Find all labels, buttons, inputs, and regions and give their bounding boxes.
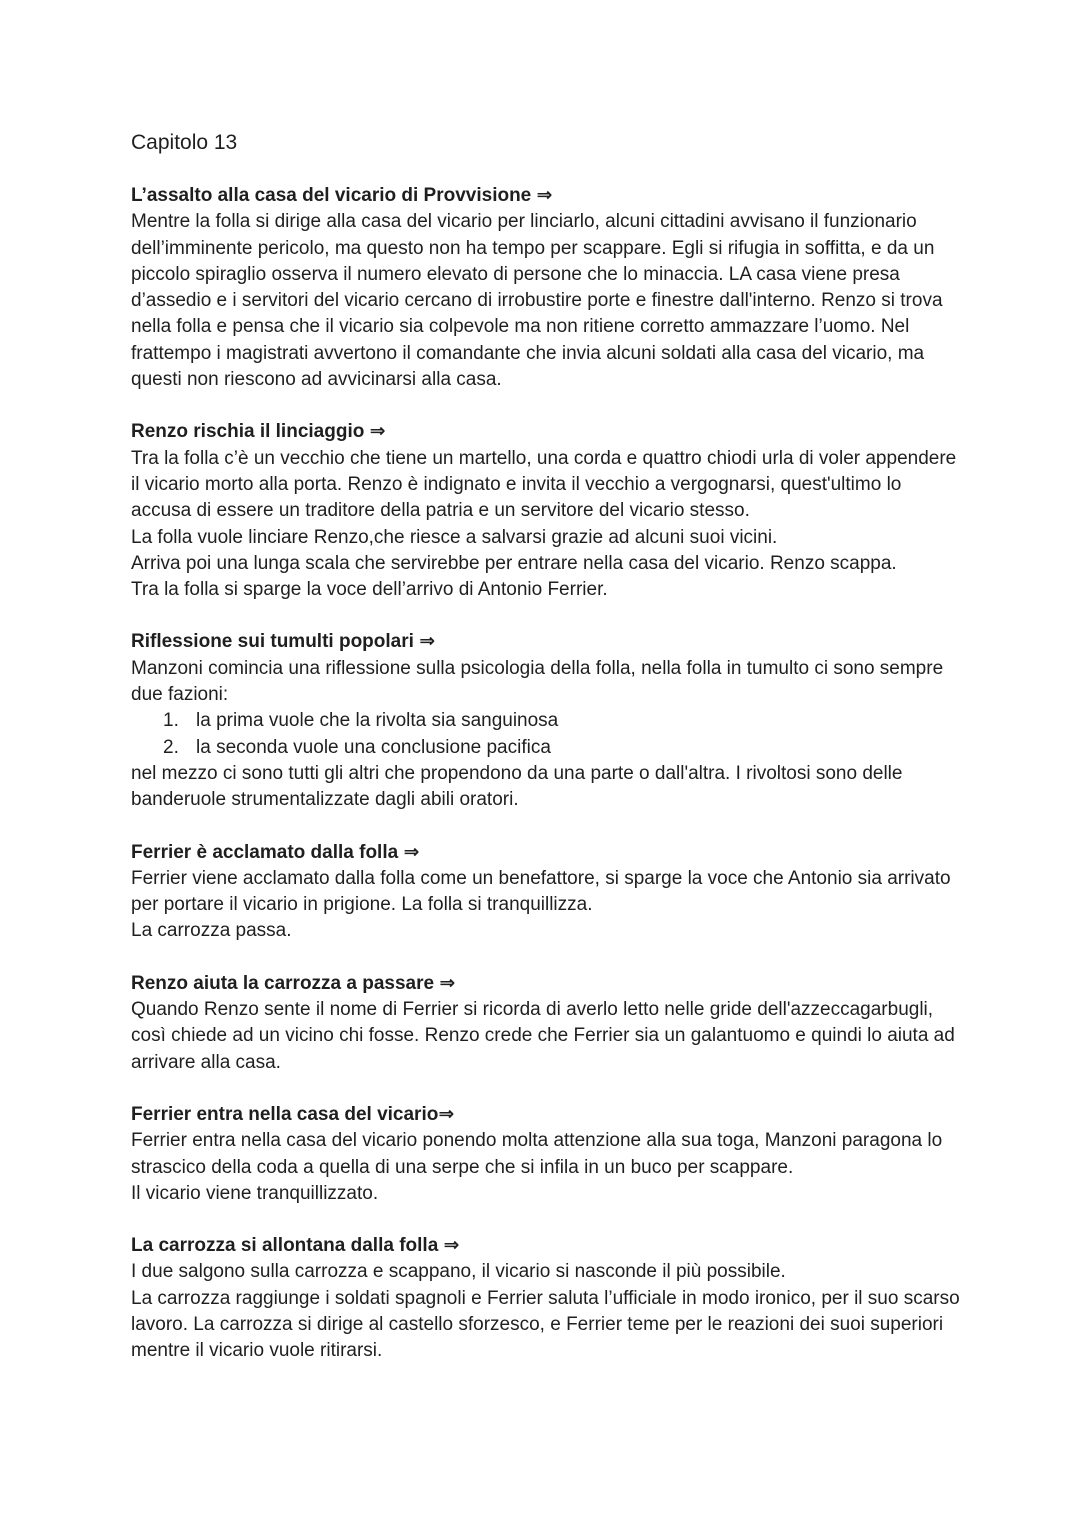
paragraph: Quando Renzo sente il nome di Ferrier si ricorda di averlo letto nelle gride dell'azzeccagarbugli, così chiede ad un vicino chi fosse. Renzo crede che Ferrier sia un galantuomo e quindi lo aiuta ad arrivare alla casa.	[131, 999, 955, 1073]
paragraph: Il vicario viene tranquillizzato.	[131, 1182, 379, 1204]
section-heading: La carrozza si allontana dalla folla ⇒	[131, 1235, 460, 1257]
list-item	[163, 735, 961, 761]
section-heading: Ferrier è acclamato dalla folla ⇒	[131, 841, 420, 863]
list-item-text: la prima vuole che la rivolta sia sanguinosa	[196, 710, 559, 732]
page-title: Capitolo 13	[131, 131, 238, 154]
paragraph: nel mezzo ci sono tutti gli altri che propendono da una parte o dall'altra. I rivoltosi sono delle banderuole strumentalizzate dagli abili oratori.	[131, 762, 903, 811]
numbered-list	[131, 708, 961, 761]
section-carrozza-passare	[131, 971, 961, 1076]
list-number: 2.	[163, 736, 179, 758]
paragraph: Tra la folla c’è un vecchio che tiene un martello, una corda e quattro chiodi urla di voler appendere il vicario morto alla porta. Renzo è indignato e invita il vecchio a vergognarsi, quest'ultimo lo accusa di essere un traditore della patria e un servitore del vicario stesso.	[131, 447, 957, 522]
paragraph: Ferrier viene acclamato dalla folla come un benefattore, si sparge la voce che Antonio sia arrivato per portare il vicario in prigione. La folla si tranquillizza.	[131, 867, 951, 916]
list-item-text: la seconda vuole una conclusione pacifica	[196, 736, 551, 758]
section-ferrier-entra	[131, 1102, 961, 1207]
paragraph: Mentre la folla si dirige alla casa del vicario per linciarlo, alcuni cittadini avvisano il funzionario dell’imminente pericolo, ma questo non ha tempo per scappare. Egli si rifugia in soffitta, e da un piccolo spiraglio osserva il numero elevato di persone che lo minaccia. LA casa viene presa d’assedio e i servitori del vicario cercano di irrobustire porte e finestre dall'interno. Renzo si trova nella folla e pensa che il vicario sia colpevole ma non ritiene corretto ammazzare l’uomo. Nel frattempo i magistrati avvertono il comandante che invia alcuni soldati alla casa del vicario, ma questi non riescono ad avvicinarsi alla casa.	[131, 211, 943, 391]
paragraph: La carrozza raggiunge i soldati spagnoli e Ferrier saluta l’ufficiale in modo ironico, per il suo scarso lavoro. La carrozza si dirige al castello sforzesco, e Ferrier teme per le reazioni dei suoi superiori mentre il vicario vuole ritirarsi.	[131, 1287, 960, 1362]
section-heading: L’assalto alla casa del vicario di Provvisione ⇒	[131, 185, 553, 206]
section-assalto	[131, 183, 961, 393]
section-heading: Renzo aiuta la carrozza a passare ⇒	[131, 972, 456, 994]
list-item	[163, 708, 961, 734]
section-riflessione	[131, 629, 961, 813]
paragraph: Arriva poi una lunga scala che servirebbe per entrare nella casa del vicario. Renzo scappa.	[131, 552, 897, 574]
paragraph: Ferrier entra nella casa del vicario ponendo molta attenzione alla sua toga, Manzoni paragona lo strascico della coda a quella di una serpe che si infila in un buco per scappare.	[131, 1130, 943, 1178]
list-number: 1.	[163, 710, 179, 732]
section-carrozza-allontana	[131, 1233, 961, 1364]
paragraph: Tra la folla si sparge la voce dell’arrivo di Antonio Ferrier.	[131, 579, 608, 601]
paragraph: Manzoni comincia una riflessione sulla psicologia della folla, nella folla in tumulto ci sono sempre due fazioni:	[131, 657, 944, 706]
section-heading: Riflessione sui tumulti popolari ⇒	[131, 631, 436, 653]
section-heading: Ferrier entra nella casa del vicario⇒	[131, 1103, 455, 1125]
document-page	[131, 128, 961, 1391]
section-heading: Renzo rischia il linciaggio ⇒	[131, 421, 386, 443]
paragraph: La folla vuole linciare Renzo,che riesce a salvarsi grazie ad alcuni suoi vicini.	[131, 526, 778, 548]
paragraph: I due salgono sulla carrozza e scappano, il vicario si nasconde il più possibile.	[131, 1261, 786, 1283]
section-linciaggio	[131, 419, 961, 603]
paragraph: La carrozza passa.	[131, 920, 292, 942]
section-acclamato	[131, 840, 961, 945]
